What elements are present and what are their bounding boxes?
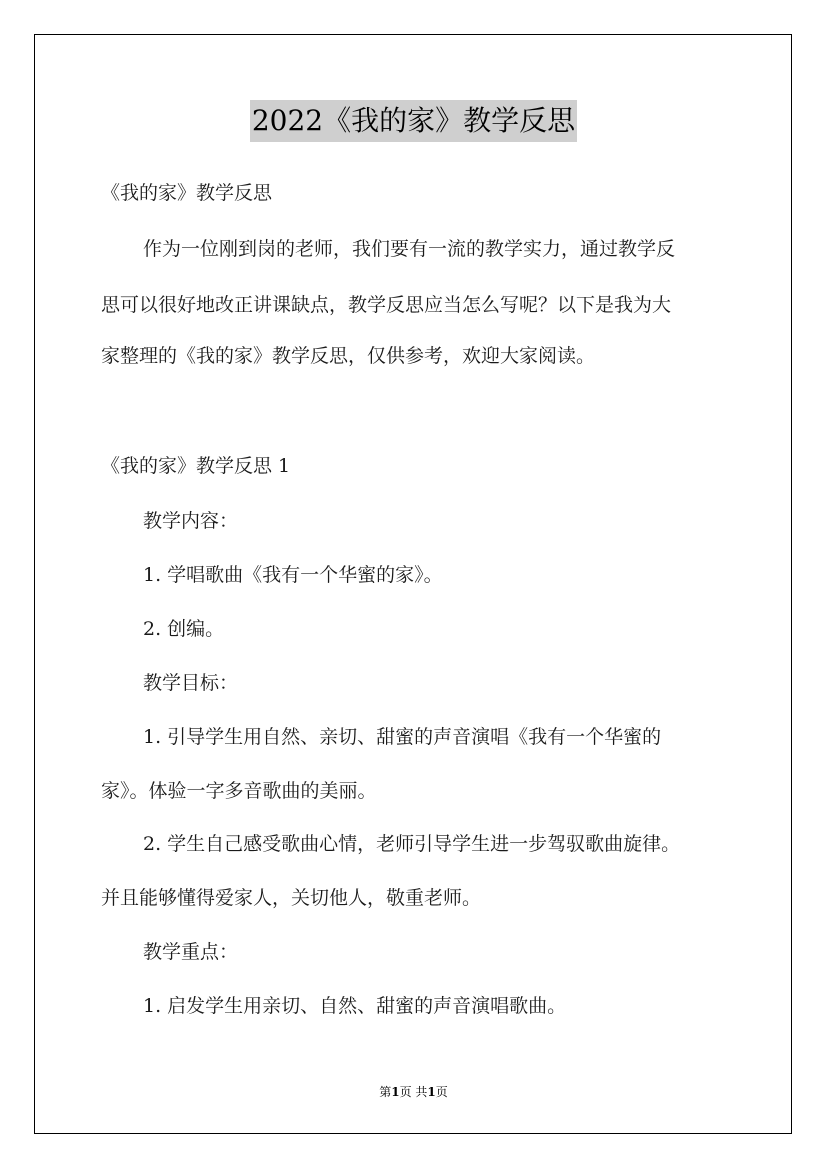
section-heading: 《我的家》教学反思 1 xyxy=(101,455,291,477)
intro-line-1: 作为一位刚到岗的老师，我们要有一流的教学实力，通过教学反 xyxy=(143,238,676,260)
intro-line-3: 家整理的《我的家》教学反思，仅供参考，欢迎大家阅读。 xyxy=(101,345,596,367)
footer-suffix: 页 xyxy=(435,1085,448,1099)
page-footer xyxy=(0,1084,827,1100)
footer-mid: 页 共 xyxy=(399,1085,428,1099)
footer-page-current: 1 xyxy=(391,1085,400,1099)
footer-page-total: 1 xyxy=(427,1085,436,1099)
subtitle: 《我的家》教学反思 xyxy=(101,182,273,204)
focus-heading: 教学重点： xyxy=(143,941,239,963)
content-heading: 教学内容： xyxy=(143,510,239,532)
footer-prefix: 第 xyxy=(379,1085,392,1099)
content-item-1: 1. 学唱歌曲《我有一个华蜜的家》。 xyxy=(143,564,443,586)
intro-line-2: 思可以很好地改正讲课缺点，教学反思应当怎么写呢？以下是我为大 xyxy=(101,294,672,316)
goal-2-line-1: 2. 学生自己感受歌曲心情，老师引导学生进一步驾驭歌曲旋律。 xyxy=(143,833,681,855)
goal-1-line-2: 家》。体验一字多音歌曲的美丽。 xyxy=(101,780,377,802)
document-title: 2022《我的家》教学反思 xyxy=(250,100,577,142)
goal-1-line-1: 1. 引导学生用自然、亲切、甜蜜的声音演唱《我有一个华蜜的 xyxy=(143,726,662,748)
goal-2-line-2: 并且能够懂得爱家人，关切他人，敬重老师。 xyxy=(101,887,482,909)
title-container xyxy=(0,100,827,142)
content-item-2: 2. 创编。 xyxy=(143,618,225,640)
focus-item-1: 1. 启发学生用亲切、自然、甜蜜的声音演唱歌曲。 xyxy=(143,995,567,1017)
goals-heading: 教学目标： xyxy=(143,672,239,694)
